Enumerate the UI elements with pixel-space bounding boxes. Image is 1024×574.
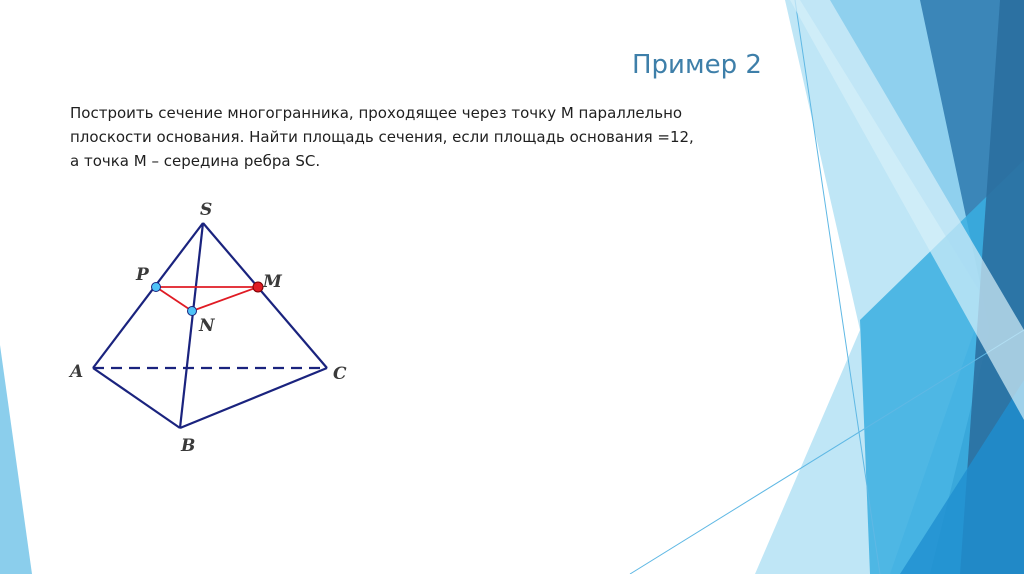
problem-line: а точка М – середина ребра SC.: [70, 152, 321, 170]
slide-title: Пример 2: [632, 50, 762, 80]
label-B: B: [181, 436, 196, 456]
section-NM: [192, 287, 258, 311]
problem-line: Построить сечение многогранника, проходящее через точку М параллельно: [70, 104, 683, 122]
label-N: N: [199, 316, 215, 336]
label-A: A: [70, 362, 84, 382]
edge-BC: [180, 368, 327, 428]
edge-AB: [93, 368, 180, 428]
point-P: [152, 283, 161, 292]
point-N: [188, 307, 197, 316]
problem-line: плоскости основания. Найти площадь сечения, если площадь основания =12,: [70, 128, 694, 146]
point-M: [253, 282, 263, 292]
label-C: C: [333, 364, 347, 384]
label-S: S: [200, 200, 213, 220]
section-PN: [156, 287, 192, 311]
edge-SA: [93, 223, 203, 368]
label-M: M: [263, 272, 282, 292]
label-P: P: [136, 265, 149, 285]
edge-SC: [203, 223, 327, 368]
